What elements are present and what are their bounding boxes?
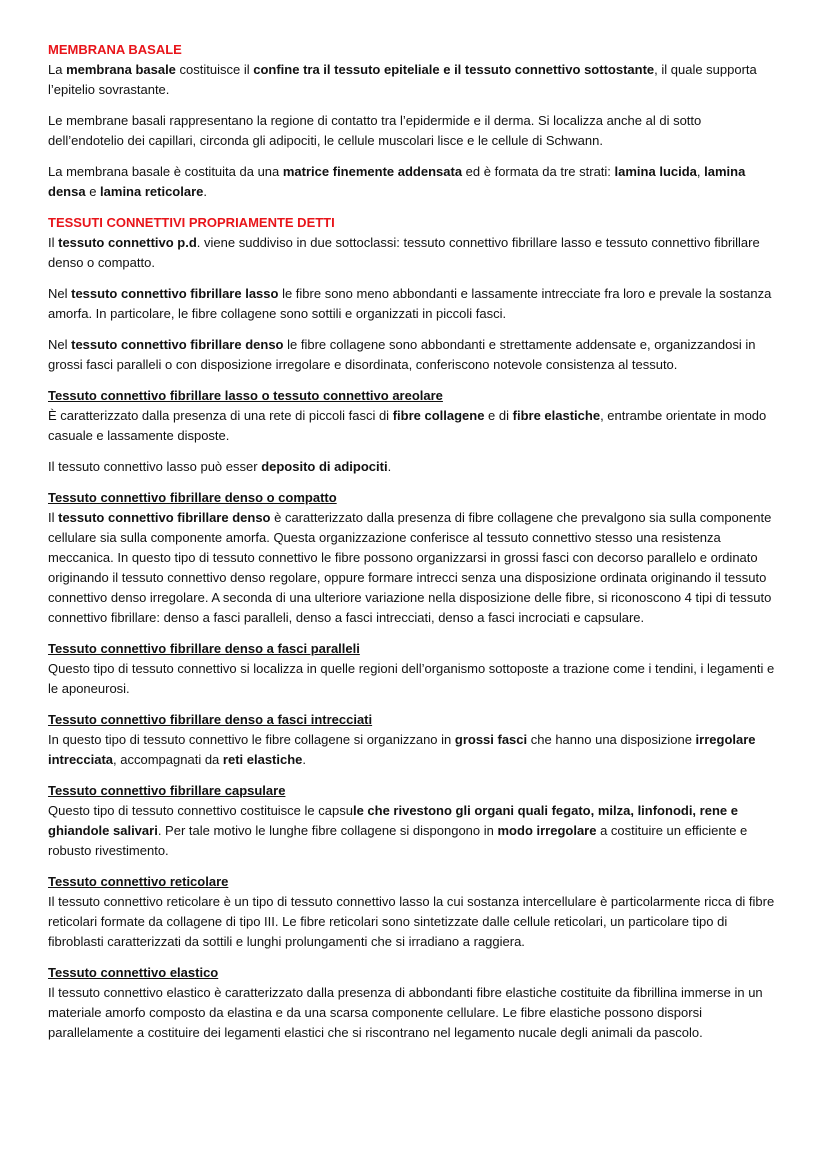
text: è caratterizzato dalla presenza di fibre collagene che prevalgono sia sulla componente cellulare sia sulla componente amorfa. Questa organizzazione conferisce al tessuto connettivo stesso una resistenza meccanica. In questo tipo di tessuto connettivo le fibre possono organizzarsi in grossi fasci con decorso parallelo e ordinato originando il tessuto connettivo denso regolare, oppure formare intrecci senza una disposizione ordinata originando il tessuto connettivo denso irregolare. A seconda di una ulteriore variazione nella disposizione delle fibre, si riconoscono 4 tipi di tessuto connettivo fibrillare: denso a fasci paralleli, denso a fasci intrecciati, denso a fasci incrociati e capsulare.: [48, 510, 772, 625]
text: , il quale supporta l’epitelio sovrastante.: [48, 62, 757, 97]
text: Il: [48, 235, 59, 250]
text: ed è formata da tre strati:: [462, 164, 615, 179]
paragraph: Il tessuto connettivo elastico è caratterizzato dalla presenza di abbondanti fibre elastiche costituite da fibrillina immerse in un materiale amorfo composto da elastina e da una scarsa componente cellulare. Le fibre elastiche possono disporsi parallelamente a costituire dei legamenti elastici che si riscontrano nel legamento nucale degli animali da pascolo.: [48, 985, 763, 1040]
bold-text: tessuto connettivo fibrillare denso: [58, 510, 271, 525]
paragraph: [48, 508, 780, 628]
text: e: [85, 184, 101, 199]
text: È caratterizzato dalla presenza di una rete di piccoli fasci di: [48, 408, 393, 423]
bold-text: membrana basale: [66, 62, 176, 77]
text: . viene suddiviso in due sottoclassi: tessuto connettivo fibrillare lasso e tessuto connettivo fibrillare denso o compatto.: [48, 235, 760, 270]
bold-text: tessuto connettivo fibrillare denso: [71, 337, 284, 352]
bold-text: tessuto connettivo fibrillare lasso: [71, 286, 279, 301]
text: Nel: [48, 337, 72, 352]
text: Questo tipo di tessuto connettivo costituisce le capsu: [48, 803, 353, 818]
bold-text: deposito di adipociti: [261, 459, 388, 474]
paragraph: [48, 801, 780, 861]
paragraph: [48, 406, 780, 446]
paragraph: [48, 457, 780, 477]
paragraph: Le membrane basali rappresentano la regione di contatto tra l’epidermide e il derma. Si localizza anche al di sotto dell’endotelio dei capillari, circonda gli adipociti, le cellule muscolari lisce e le cellule di Schwann.: [48, 113, 702, 148]
paragraph: [48, 335, 780, 375]
text: , accompagnati da: [113, 752, 223, 767]
bold-text: lamina densa: [48, 164, 746, 199]
bold-text: lamina lucida: [614, 164, 697, 179]
subheading-intrecciati: Tessuto connettivo fibrillare denso a fasci intrecciati: [48, 712, 373, 727]
bold-text: grossi fasci: [454, 732, 528, 747]
text: .: [302, 752, 307, 767]
bold-text: fibre collagene: [392, 408, 485, 423]
text: In questo tipo di tessuto connettivo le fibre collagene si organizzano in: [48, 732, 455, 747]
bold-text: le che rivestono gli organi quali fegato, milza, linfonodi, rene e ghiandole salivari: [48, 803, 738, 838]
section-heading-membrana-basale: MEMBRANA BASALE: [48, 42, 182, 57]
subheading-denso: Tessuto connettivo fibrillare denso o compatto: [48, 490, 337, 505]
subheading-capsulare: Tessuto connettivo fibrillare capsulare: [48, 783, 286, 798]
text: La: [48, 62, 67, 77]
text: La membrana basale è costituita da una: [48, 164, 283, 179]
bold-text: modo irregolare: [497, 823, 597, 838]
text: , entrambe orientate in modo casuale e lassamente disposte.: [48, 408, 767, 443]
paragraph: [48, 162, 780, 202]
bold-text: fibre elastiche: [512, 408, 601, 423]
bold-text: lamina reticolare: [100, 184, 204, 199]
paragraph: Il tessuto connettivo reticolare è un tipo di tessuto connettivo lasso la cui sostanza intercellulare è particolarmente ricca di fibre reticolari formate da collagene di tipo III. Le fibre reticolari sono sintetizzate dalle cellule reticolari, un particolare tipo di fibroblasti caratterizzati da sottili e lunghi prolungamenti che si irradiano a raggiera.: [48, 894, 775, 949]
text: .: [387, 459, 392, 474]
text: costituisce il: [175, 62, 254, 77]
text: ,: [696, 164, 705, 179]
paragraph: [48, 284, 780, 324]
text: Nel: [48, 286, 72, 301]
paragraph: Questo tipo di tessuto connettivo si localizza in quelle regioni dell’organismo sottoposte a trazione come i tendini, i legamenti e le aponeurosi.: [48, 661, 775, 696]
text: . Per tale motivo le lunghe fibre collagene si dispongono in: [157, 823, 498, 838]
text: .: [203, 184, 207, 199]
subheading-lasso: Tessuto connettivo fibrillare lasso o tessuto connettivo areolare: [48, 388, 443, 403]
bold-text: tessuto connettivo p.d: [58, 235, 197, 250]
section-heading-tessuti-connettivi: TESSUTI CONNETTIVI PROPRIAMENTE DETTI: [48, 215, 335, 230]
text: Il: [48, 510, 59, 525]
bold-text: reti elastiche: [222, 752, 303, 767]
subheading-elastico: Tessuto connettivo elastico: [48, 965, 219, 980]
text: le fibre collagene sono abbondanti e strettamente addensate e, organizzandosi in grossi fasci paralleli o con disposizione irregolare e disordinata, conferiscono notevole consistenza al tessuto.: [48, 337, 756, 372]
paragraph: [48, 233, 780, 273]
text: e di: [484, 408, 513, 423]
bold-text: irregolare intrecciata: [48, 732, 756, 767]
text: che hanno una disposizione: [527, 732, 696, 747]
subheading-paralleli: Tessuto connettivo fibrillare denso a fasci paralleli: [48, 641, 360, 656]
bold-text: matrice finemente addensata: [282, 164, 463, 179]
text: le fibre sono meno abbondanti e lassamente intrecciate fra loro e prevale la sostanza amorfa. In particolare, le fibre collagene sono sottili e organizzati in piccoli fasci.: [48, 286, 772, 321]
paragraph: [48, 730, 780, 770]
paragraph: [48, 60, 780, 100]
bold-text: confine tra il tessuto epiteliale e il tessuto connettivo sottostante: [253, 62, 655, 77]
text: Il tessuto connettivo lasso può esser: [48, 459, 262, 474]
text: a costituire un efficiente e robusto rivestimento.: [48, 823, 748, 858]
subheading-reticolare: Tessuto connettivo reticolare: [48, 874, 229, 889]
